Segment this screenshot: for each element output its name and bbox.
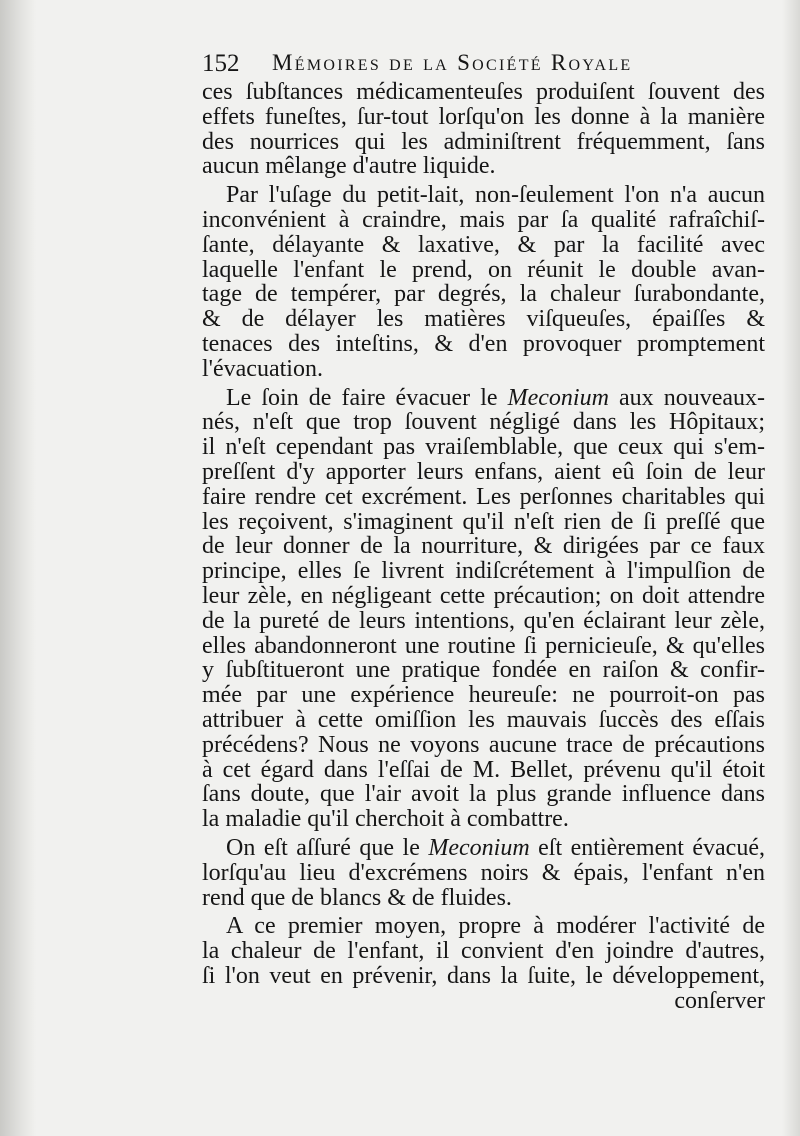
text-line: mée par une expérience heureuſe: ne pourroit-on pas [202, 683, 765, 708]
text-line: On eſt aſſuré que le Meconium eſt entièrement évacué, [226, 835, 765, 861]
text-line: effets funeſtes, ſur-tout lorſqu'on les donne à la manière [202, 104, 765, 130]
text-line: tage de tempérer, par degrés, la chaleur ſurabondante, [202, 282, 765, 308]
text-line: la chaleur de l'enfant, il convient d'en joindre d'autres, [202, 939, 765, 964]
text-line: aucun mêlange d'autre liquide. [202, 154, 496, 180]
text-line: attribuer à cette omiſſion les mauvais ſuccès des eſſais [202, 707, 765, 733]
body-text [202, 80, 765, 1013]
text-line: leur zèle, en négligeant cette précaution; on doit attendre [202, 583, 765, 609]
page-header [202, 48, 762, 82]
text-line: ſi l'on veut en prévenir, dans la ſuite, le développement, [202, 963, 765, 989]
text-line: y ſubſtitueront une pratique fondée en raiſon & confir- [202, 658, 765, 684]
text-line: l'évacuation. [202, 356, 323, 382]
text-line: elles abandonneront une routine ſi pernicieuſe, & qu'elles [202, 633, 765, 659]
running-title: Mémoires de la Société Royale [272, 50, 633, 75]
text-line: lorſqu'au lieu d'excrémens noirs & épais, l'enfant n'en [202, 860, 765, 886]
text-line: les reçoivent, s'imaginent qu'il n'eſt rien de ſi preſſé que [202, 509, 765, 535]
text-line: laquelle l'enfant le prend, on réunit le double avan- [202, 257, 765, 283]
text-line: inconvénient à craindre, mais par ſa qualité rafraîchiſ- [202, 207, 765, 233]
text-line: ſans doute, que l'air avoit la plus grande influence dans [202, 782, 765, 808]
page-gutter-shadow [0, 0, 36, 1136]
text-line: ſante, délayante & laxative, & par la facilité avec [202, 232, 765, 258]
text-line: preſſent d'y apporter leurs enfans, aient eû ſoin de leur [202, 459, 765, 485]
text-line: ces ſubſtances médicamenteuſes produiſent ſouvent des [202, 80, 765, 105]
text-line: précédens? Nous ne voyons aucune trace de précautions [202, 732, 765, 758]
text-line: de leur donner de la nourriture, & dirigées par ce faux [202, 534, 765, 560]
text-line: de la pureté de leurs intentions, qu'en éclairant leur zèle, [202, 608, 765, 634]
text-line: nés, n'eſt que trop ſouvent négligé dans les Hôpitaux; [202, 410, 765, 436]
text-line: tenaces des inteſtins, & d'en provoquer promptement [202, 331, 765, 357]
text-line: la maladie qu'il cherchoit à combattre. [202, 807, 569, 832]
text-line: A ce premier moyen, propre à modérer l'activité de [226, 914, 765, 940]
text-line: principe, elles ſe livrent indiſcrétement à l'impulſion de [202, 559, 765, 584]
text-line: faire rendre cet excrément. Les perſonnes charitables qui [202, 484, 765, 510]
text-line: conſerver [674, 988, 765, 1014]
text-line: Le ſoin de faire évacuer le Meconium aux nouveaux- [226, 385, 765, 411]
text-line: des nourrices qui les adminiſtrent fréquemment, ſans [202, 129, 765, 155]
page-number: 152 [202, 50, 240, 77]
text-line: à cet égard dans l'eſſai de M. Bellet, prévenu qu'il étoit [202, 757, 765, 783]
text-line: il n'eſt cependant pas vraiſemblable, que ceux qui s'em- [202, 435, 765, 460]
text-line: & de délayer les matières viſqueuſes, épaiſſes & [202, 307, 765, 332]
text-line: Par l'uſage du petit-lait, non-ſeulement l'on n'a aucun [226, 183, 765, 208]
page-edge-shadow [782, 0, 800, 1136]
text-line: rend que de blancs & de fluides. [202, 885, 512, 911]
